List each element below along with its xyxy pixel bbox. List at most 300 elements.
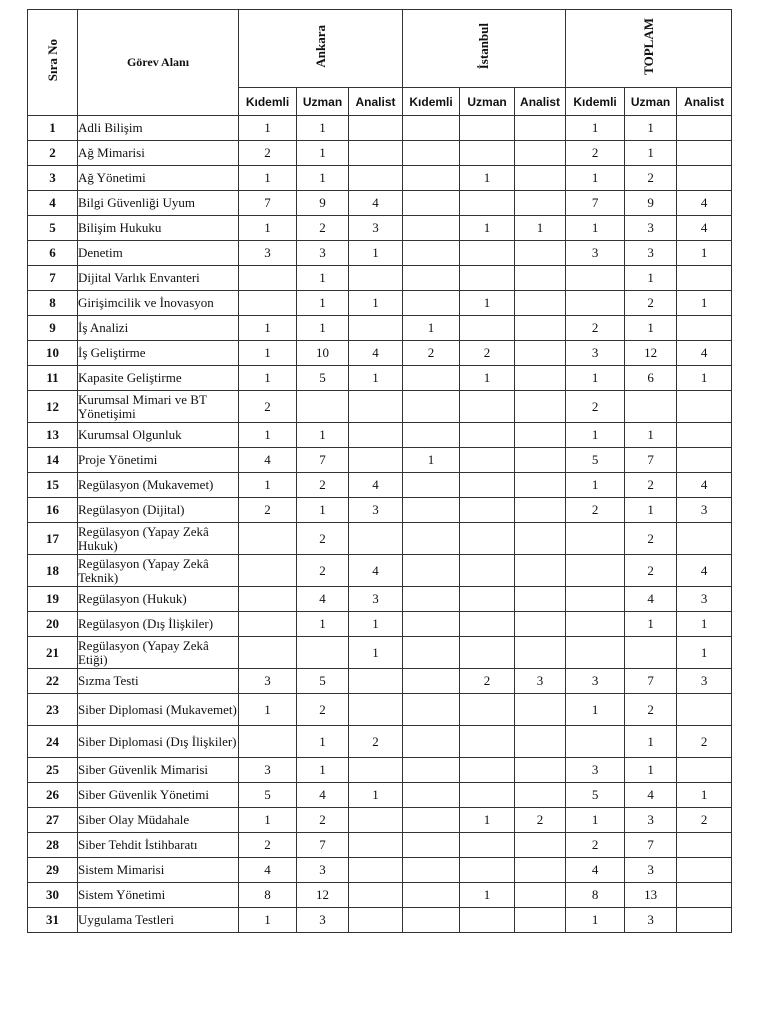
cell-toplam-kidemli — [566, 266, 625, 291]
table-row — [28, 833, 732, 858]
cell-ankara-uzman: 3 — [297, 241, 349, 266]
row-number: 27 — [28, 808, 78, 833]
cell-toplam-kidemli: 7 — [566, 191, 625, 216]
cell-ankara-analist — [349, 758, 403, 783]
cell-toplam-uzman: 12 — [625, 341, 677, 366]
cell-toplam-analist — [677, 758, 732, 783]
cell-ankara-kidemli: 4 — [239, 858, 297, 883]
cell-ankara-analist: 3 — [349, 498, 403, 523]
table-row — [28, 191, 732, 216]
gorev-alani-cell: İş Geliştirme — [78, 341, 239, 366]
cell-ankara-uzman: 5 — [297, 366, 349, 391]
header-group-istanbul — [403, 10, 566, 88]
cell-ankara-kidemli — [239, 726, 297, 758]
cell-istanbul-kidemli — [403, 423, 460, 448]
table-row — [28, 783, 732, 808]
cell-ankara-kidemli: 1 — [239, 694, 297, 726]
cell-ankara-uzman: 1 — [297, 758, 349, 783]
cell-istanbul-kidemli — [403, 587, 460, 612]
cell-toplam-uzman: 2 — [625, 694, 677, 726]
table-row — [28, 241, 732, 266]
gorev-alani-cell: Kurumsal Olgunluk — [78, 423, 239, 448]
cell-istanbul-analist — [515, 116, 566, 141]
cell-istanbul-kidemli — [403, 216, 460, 241]
cell-istanbul-analist — [515, 833, 566, 858]
cell-toplam-uzman: 3 — [625, 858, 677, 883]
cell-istanbul-analist — [515, 366, 566, 391]
cell-ankara-uzman: 2 — [297, 555, 349, 587]
cell-istanbul-uzman — [460, 587, 515, 612]
cell-ankara-kidemli: 1 — [239, 423, 297, 448]
cell-istanbul-kidemli — [403, 758, 460, 783]
cell-istanbul-uzman — [460, 694, 515, 726]
cell-ankara-uzman: 1 — [297, 423, 349, 448]
gorev-alani-cell: Regülasyon (Dış İlişkiler) — [78, 612, 239, 637]
cell-ankara-uzman: 10 — [297, 341, 349, 366]
table-row — [28, 808, 732, 833]
cell-ankara-kidemli: 1 — [239, 116, 297, 141]
cell-istanbul-uzman — [460, 191, 515, 216]
cell-ankara-kidemli — [239, 612, 297, 637]
cell-ankara-analist: 1 — [349, 783, 403, 808]
cell-ankara-kidemli: 2 — [239, 833, 297, 858]
cell-toplam-analist: 4 — [677, 555, 732, 587]
cell-toplam-uzman: 2 — [625, 523, 677, 555]
row-number: 30 — [28, 883, 78, 908]
cell-istanbul-analist — [515, 555, 566, 587]
cell-ankara-kidemli: 2 — [239, 498, 297, 523]
row-number: 24 — [28, 726, 78, 758]
cell-ankara-kidemli — [239, 523, 297, 555]
cell-istanbul-uzman — [460, 908, 515, 933]
cell-istanbul-kidemli — [403, 141, 460, 166]
cell-ankara-analist — [349, 808, 403, 833]
cell-toplam-uzman: 3 — [625, 908, 677, 933]
cell-toplam-uzman: 1 — [625, 141, 677, 166]
cell-istanbul-uzman: 1 — [460, 291, 515, 316]
gorev-alani-cell: Regülasyon (Mukavemet) — [78, 473, 239, 498]
cell-ankara-kidemli — [239, 266, 297, 291]
cell-toplam-uzman: 2 — [625, 166, 677, 191]
cell-toplam-kidemli: 2 — [566, 316, 625, 341]
cell-toplam-analist: 1 — [677, 291, 732, 316]
cell-istanbul-uzman — [460, 116, 515, 141]
cell-ankara-kidemli: 1 — [239, 341, 297, 366]
cell-ankara-kidemli: 2 — [239, 141, 297, 166]
cell-toplam-uzman: 1 — [625, 266, 677, 291]
cell-toplam-kidemli: 3 — [566, 669, 625, 694]
cell-toplam-kidemli: 2 — [566, 391, 625, 423]
cell-toplam-uzman: 3 — [625, 216, 677, 241]
cell-toplam-uzman — [625, 637, 677, 669]
table-row — [28, 366, 732, 391]
cell-istanbul-analist — [515, 266, 566, 291]
cell-toplam-kidemli: 2 — [566, 833, 625, 858]
cell-ankara-kidemli — [239, 555, 297, 587]
cell-toplam-analist: 3 — [677, 587, 732, 612]
cell-toplam-uzman: 3 — [625, 241, 677, 266]
cell-istanbul-kidemli: 2 — [403, 341, 460, 366]
cell-toplam-analist: 4 — [677, 191, 732, 216]
cell-istanbul-kidemli — [403, 694, 460, 726]
cell-ankara-kidemli: 1 — [239, 316, 297, 341]
gorev-alani-cell: Girişimcilik ve İnovasyon — [78, 291, 239, 316]
cell-istanbul-analist — [515, 523, 566, 555]
cell-istanbul-kidemli — [403, 669, 460, 694]
gorev-alani-cell: Dijital Varlık Envanteri — [78, 266, 239, 291]
cell-ankara-kidemli — [239, 587, 297, 612]
cell-istanbul-analist — [515, 726, 566, 758]
cell-toplam-analist — [677, 858, 732, 883]
cell-toplam-kidemli: 1 — [566, 473, 625, 498]
cell-toplam-kidemli: 3 — [566, 241, 625, 266]
cell-toplam-uzman: 2 — [625, 291, 677, 316]
cell-ankara-kidemli: 1 — [239, 366, 297, 391]
cell-toplam-uzman: 2 — [625, 555, 677, 587]
cell-toplam-analist — [677, 141, 732, 166]
table-row — [28, 694, 732, 726]
cell-ankara-kidemli: 3 — [239, 669, 297, 694]
gorev-alani-cell: Bilişim Hukuku — [78, 216, 239, 241]
cell-istanbul-uzman — [460, 266, 515, 291]
cell-ankara-analist — [349, 116, 403, 141]
gorev-alani-cell: Siber Olay Müdahale — [78, 808, 239, 833]
cell-toplam-kidemli: 1 — [566, 116, 625, 141]
cell-ankara-uzman: 2 — [297, 216, 349, 241]
cell-istanbul-analist: 1 — [515, 216, 566, 241]
cell-toplam-analist — [677, 694, 732, 726]
cell-ankara-analist — [349, 391, 403, 423]
cell-ankara-uzman: 12 — [297, 883, 349, 908]
cell-ankara-analist — [349, 266, 403, 291]
row-number: 23 — [28, 694, 78, 726]
row-number: 13 — [28, 423, 78, 448]
cell-toplam-uzman: 7 — [625, 448, 677, 473]
row-number: 12 — [28, 391, 78, 423]
cell-toplam-analist — [677, 116, 732, 141]
cell-istanbul-analist — [515, 241, 566, 266]
cell-ankara-analist: 4 — [349, 555, 403, 587]
cell-istanbul-uzman — [460, 448, 515, 473]
row-number: 15 — [28, 473, 78, 498]
cell-toplam-uzman: 13 — [625, 883, 677, 908]
cell-istanbul-analist — [515, 191, 566, 216]
cell-istanbul-uzman — [460, 637, 515, 669]
row-number: 20 — [28, 612, 78, 637]
cell-ankara-kidemli: 3 — [239, 758, 297, 783]
cell-istanbul-uzman: 1 — [460, 216, 515, 241]
row-number: 18 — [28, 555, 78, 587]
cell-istanbul-kidemli — [403, 241, 460, 266]
table-row — [28, 166, 732, 191]
gorev-alani-cell: Ağ Yönetimi — [78, 166, 239, 191]
cell-toplam-analist: 3 — [677, 498, 732, 523]
cell-istanbul-kidemli — [403, 391, 460, 423]
gorev-alani-cell: Sızma Testi — [78, 669, 239, 694]
cell-istanbul-analist: 2 — [515, 808, 566, 833]
subheader-kidemli: Kıdemli — [239, 88, 297, 116]
cell-toplam-analist: 1 — [677, 241, 732, 266]
cell-toplam-kidemli: 8 — [566, 883, 625, 908]
gorev-alani-cell: Regülasyon (Yapay Zekâ Etiği) — [78, 637, 239, 669]
cell-ankara-uzman: 1 — [297, 498, 349, 523]
cell-toplam-analist: 1 — [677, 612, 732, 637]
cell-ankara-uzman: 3 — [297, 858, 349, 883]
cell-toplam-uzman: 2 — [625, 473, 677, 498]
cell-toplam-uzman: 1 — [625, 758, 677, 783]
cell-istanbul-analist — [515, 448, 566, 473]
cell-ankara-analist: 2 — [349, 726, 403, 758]
cell-toplam-kidemli — [566, 523, 625, 555]
cell-istanbul-kidemli — [403, 498, 460, 523]
gorev-alani-cell: Bilgi Güvenliği Uyum — [78, 191, 239, 216]
cell-toplam-kidemli: 3 — [566, 758, 625, 783]
gorev-alani-cell: Uygulama Testleri — [78, 908, 239, 933]
cell-ankara-analist — [349, 316, 403, 341]
cell-toplam-kidemli — [566, 291, 625, 316]
cell-ankara-uzman: 1 — [297, 291, 349, 316]
cell-toplam-kidemli: 4 — [566, 858, 625, 883]
cell-istanbul-kidemli — [403, 523, 460, 555]
row-number: 7 — [28, 266, 78, 291]
cell-ankara-kidemli: 1 — [239, 908, 297, 933]
subheader-kidemli: Kıdemli — [566, 88, 625, 116]
header-group-istanbul-label: İstanbul — [476, 23, 492, 70]
cell-istanbul-uzman — [460, 316, 515, 341]
cell-istanbul-analist — [515, 166, 566, 191]
cell-toplam-analist — [677, 316, 732, 341]
row-number: 14 — [28, 448, 78, 473]
cell-istanbul-kidemli — [403, 266, 460, 291]
table-row — [28, 473, 732, 498]
cell-istanbul-uzman — [460, 858, 515, 883]
cell-istanbul-analist — [515, 858, 566, 883]
cell-istanbul-kidemli — [403, 366, 460, 391]
cell-istanbul-kidemli — [403, 883, 460, 908]
cell-toplam-analist — [677, 883, 732, 908]
cell-istanbul-uzman — [460, 391, 515, 423]
cell-istanbul-uzman — [460, 241, 515, 266]
cell-ankara-analist — [349, 523, 403, 555]
cell-toplam-analist — [677, 523, 732, 555]
row-number: 19 — [28, 587, 78, 612]
cell-toplam-uzman: 1 — [625, 726, 677, 758]
cell-toplam-analist: 1 — [677, 366, 732, 391]
cell-istanbul-uzman — [460, 498, 515, 523]
table-row — [28, 216, 732, 241]
header-gorev-alani: Görev Alanı — [78, 10, 239, 116]
cell-toplam-kidemli — [566, 612, 625, 637]
cell-ankara-analist — [349, 858, 403, 883]
gorev-alani-cell: Denetim — [78, 241, 239, 266]
cell-toplam-kidemli: 1 — [566, 366, 625, 391]
row-number: 16 — [28, 498, 78, 523]
row-number: 8 — [28, 291, 78, 316]
cell-toplam-kidemli — [566, 555, 625, 587]
table-row — [28, 523, 732, 555]
cell-ankara-analist — [349, 166, 403, 191]
row-number: 31 — [28, 908, 78, 933]
cell-toplam-uzman: 4 — [625, 783, 677, 808]
cell-ankara-kidemli: 4 — [239, 448, 297, 473]
cell-ankara-analist — [349, 883, 403, 908]
cell-istanbul-kidemli — [403, 116, 460, 141]
cell-ankara-analist: 1 — [349, 241, 403, 266]
row-number: 10 — [28, 341, 78, 366]
table-row — [28, 883, 732, 908]
cell-istanbul-analist — [515, 637, 566, 669]
gorev-alani-cell: Sistem Yönetimi — [78, 883, 239, 908]
row-number: 25 — [28, 758, 78, 783]
cell-ankara-uzman: 1 — [297, 726, 349, 758]
cell-istanbul-uzman — [460, 423, 515, 448]
cell-istanbul-kidemli — [403, 166, 460, 191]
cell-toplam-analist — [677, 908, 732, 933]
cell-ankara-uzman: 4 — [297, 783, 349, 808]
gorev-alani-cell: İş Analizi — [78, 316, 239, 341]
cell-ankara-analist: 1 — [349, 612, 403, 637]
cell-toplam-analist: 4 — [677, 473, 732, 498]
table-row — [28, 908, 732, 933]
subheader-kidemli: Kıdemli — [403, 88, 460, 116]
cell-istanbul-kidemli — [403, 833, 460, 858]
row-number: 17 — [28, 523, 78, 555]
cell-istanbul-kidemli — [403, 908, 460, 933]
gorev-alani-cell: Kapasite Geliştirme — [78, 366, 239, 391]
cell-ankara-kidemli: 3 — [239, 241, 297, 266]
cell-istanbul-uzman — [460, 758, 515, 783]
cell-ankara-uzman: 2 — [297, 694, 349, 726]
gorev-alani-cell: Sistem Mimarisi — [78, 858, 239, 883]
cell-istanbul-kidemli — [403, 191, 460, 216]
cell-istanbul-uzman: 2 — [460, 341, 515, 366]
cell-istanbul-uzman: 2 — [460, 669, 515, 694]
cell-toplam-uzman: 1 — [625, 423, 677, 448]
cell-istanbul-uzman — [460, 783, 515, 808]
cell-istanbul-kidemli — [403, 858, 460, 883]
gorev-alani-cell: Siber Diplomasi (Dış İlişkiler) — [78, 726, 239, 758]
cell-ankara-uzman: 7 — [297, 833, 349, 858]
row-number: 1 — [28, 116, 78, 141]
cell-ankara-analist — [349, 833, 403, 858]
cell-toplam-kidemli: 5 — [566, 448, 625, 473]
gorev-alani-cell: Proje Yönetimi — [78, 448, 239, 473]
cell-istanbul-analist — [515, 612, 566, 637]
cell-istanbul-analist — [515, 423, 566, 448]
table-row — [28, 587, 732, 612]
cell-istanbul-kidemli — [403, 612, 460, 637]
cell-ankara-analist: 3 — [349, 587, 403, 612]
table-row — [28, 423, 732, 448]
table-row — [28, 341, 732, 366]
cell-ankara-uzman: 1 — [297, 166, 349, 191]
cell-ankara-kidemli: 1 — [239, 166, 297, 191]
cell-ankara-uzman: 2 — [297, 473, 349, 498]
cell-toplam-uzman: 9 — [625, 191, 677, 216]
header-sira-no — [28, 10, 78, 116]
cell-ankara-uzman: 5 — [297, 669, 349, 694]
cell-ankara-analist — [349, 669, 403, 694]
cell-ankara-uzman: 1 — [297, 266, 349, 291]
table-row — [28, 669, 732, 694]
cell-toplam-analist: 2 — [677, 808, 732, 833]
cell-toplam-analist: 2 — [677, 726, 732, 758]
cell-ankara-analist: 1 — [349, 366, 403, 391]
gorev-alani-cell: Siber Diplomasi (Mukavemet) — [78, 694, 239, 726]
cell-ankara-uzman: 1 — [297, 141, 349, 166]
row-number: 9 — [28, 316, 78, 341]
cell-ankara-analist: 4 — [349, 473, 403, 498]
staff-distribution-table — [27, 9, 732, 933]
cell-toplam-analist — [677, 448, 732, 473]
cell-toplam-kidemli: 1 — [566, 694, 625, 726]
cell-toplam-uzman: 7 — [625, 669, 677, 694]
cell-istanbul-uzman — [460, 726, 515, 758]
gorev-alani-cell: Regülasyon (Hukuk) — [78, 587, 239, 612]
cell-istanbul-analist — [515, 498, 566, 523]
gorev-alani-cell: Siber Güvenlik Yönetimi — [78, 783, 239, 808]
cell-istanbul-analist — [515, 908, 566, 933]
cell-ankara-analist: 4 — [349, 191, 403, 216]
cell-toplam-kidemli: 1 — [566, 808, 625, 833]
cell-toplam-analist: 1 — [677, 783, 732, 808]
row-number: 2 — [28, 141, 78, 166]
cell-ankara-uzman — [297, 637, 349, 669]
cell-toplam-kidemli — [566, 637, 625, 669]
row-number: 11 — [28, 366, 78, 391]
cell-toplam-uzman: 1 — [625, 116, 677, 141]
cell-toplam-uzman: 1 — [625, 316, 677, 341]
cell-ankara-kidemli: 1 — [239, 473, 297, 498]
cell-toplam-kidemli: 3 — [566, 341, 625, 366]
cell-toplam-analist — [677, 391, 732, 423]
gorev-alani-cell: Siber Güvenlik Mimarisi — [78, 758, 239, 783]
gorev-alani-cell: Kurumsal Mimari ve BT Yönetişimi — [78, 391, 239, 423]
row-number: 6 — [28, 241, 78, 266]
table-row — [28, 316, 732, 341]
cell-ankara-analist: 3 — [349, 216, 403, 241]
header-group-ankara-label: Ankara — [312, 25, 328, 68]
cell-ankara-analist: 1 — [349, 291, 403, 316]
cell-istanbul-uzman: 1 — [460, 808, 515, 833]
row-number: 22 — [28, 669, 78, 694]
table-row — [28, 612, 732, 637]
cell-toplam-analist: 1 — [677, 637, 732, 669]
subheader-analist: Analist — [677, 88, 732, 116]
cell-istanbul-analist — [515, 316, 566, 341]
cell-toplam-kidemli: 1 — [566, 908, 625, 933]
gorev-alani-cell: Adli Bilişim — [78, 116, 239, 141]
cell-ankara-analist: 1 — [349, 637, 403, 669]
cell-toplam-kidemli: 1 — [566, 423, 625, 448]
cell-toplam-analist — [677, 266, 732, 291]
row-number: 21 — [28, 637, 78, 669]
table-row — [28, 266, 732, 291]
cell-ankara-analist — [349, 448, 403, 473]
cell-ankara-kidemli — [239, 637, 297, 669]
row-number: 29 — [28, 858, 78, 883]
cell-istanbul-kidemli — [403, 291, 460, 316]
cell-istanbul-analist — [515, 883, 566, 908]
cell-istanbul-uzman: 1 — [460, 883, 515, 908]
cell-toplam-uzman: 3 — [625, 808, 677, 833]
table-row — [28, 448, 732, 473]
cell-toplam-analist — [677, 423, 732, 448]
cell-ankara-uzman: 9 — [297, 191, 349, 216]
table-row — [28, 726, 732, 758]
cell-toplam-kidemli: 1 — [566, 216, 625, 241]
subheader-analist: Analist — [349, 88, 403, 116]
